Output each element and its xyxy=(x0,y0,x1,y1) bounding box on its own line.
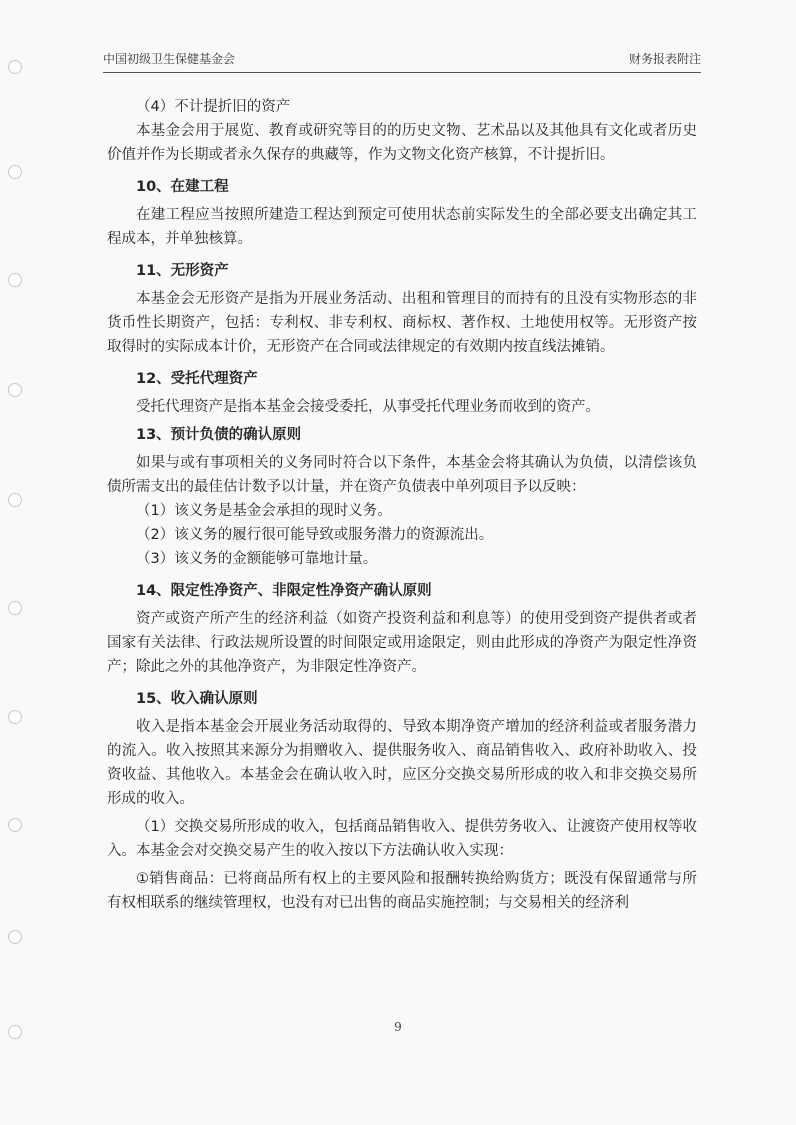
header-organization: 中国初级卫生保健基金会 xyxy=(103,52,236,66)
paragraph: 如果与或有事项相关的义务同时符合以下条件，本基金会将其确认为负债，以清偿该负债所需支出的最佳估计数予以计量，并在资产负债表中单列项目予以反映： xyxy=(107,455,697,495)
punch-hole-icon xyxy=(8,165,22,179)
punch-hole-icon xyxy=(8,273,22,287)
paragraph: 本基金会无形资产是指为开展业务活动、出租和管理目的而持有的且没有实物形态的非货币性长期资产，包括：专利权、非专利权、商标权、著作权、土地使用权等。无形资产按取得时的实际成本计价，无形资产在合同或法律规定的有效期内按直线法摊销。 xyxy=(107,291,697,355)
punch-hole-icon xyxy=(8,930,22,944)
section-heading: 15、收入确认原则 xyxy=(136,691,258,707)
paragraph: 在建工程应当按照所建造工程达到预定可使用状态前实际发生的全部必要支出确定其工程成本，并单独核算。 xyxy=(107,207,697,247)
punch-hole-icon xyxy=(8,710,22,724)
header-section-title: 财务报表附注 xyxy=(628,52,701,66)
list-item: （2）该义务的履行很可能导致或服务潜力的资源流出。 xyxy=(136,527,494,543)
page-number: 9 xyxy=(394,1020,402,1034)
paragraph: 收入是指本基金会开展业务活动取得的、导致本期净资产增加的经济利益或者服务潜力的流入。收入按照其来源分为捐赠收入、提供服务收入、商品销售收入、政府补助收入、投资收益、其他收入。本基金会在确认收入时，应区分交换交易所形成的收入和非交换交易所形成的收入。 xyxy=(107,719,697,807)
paragraph: （1）交换交易所形成的收入，包括商品销售收入、提供劳务收入、让渡资产使用权等收入。本基金会对交换交易产生的收入按以下方法确认收入实现： xyxy=(107,819,697,859)
page-header xyxy=(103,44,701,73)
document-body xyxy=(107,95,697,915)
paragraph: 本基金会用于展览、教育或研究等目的的历史文物、艺术品以及其他具有文化或者历史价值并作为长期或者永久保存的典藏等，作为文物文化资产核算，不计提折旧。 xyxy=(107,123,697,163)
paragraph: 受托代理资产是指本基金会接受委托，从事受托代理业务而收到的资产。 xyxy=(136,399,600,415)
section-heading: 13、预计负债的确认原则 xyxy=(136,427,302,443)
punch-hole-icon xyxy=(8,383,22,397)
section-heading: 14、限定性净资产、非限定性净资产确认原则 xyxy=(136,583,432,599)
paragraph: ①销售商品：已将商品所有权上的主要风险和报酬转换给购货方；既没有保留通常与所有权相联系的继续管理权，也没有对已出售的商品实施控制；与交易相关的经济利 xyxy=(107,871,697,911)
list-item: （1）该义务是基金会承担的现时义务。 xyxy=(136,503,392,519)
section-heading: 11、无形资产 xyxy=(136,263,229,279)
list-item: （4）不计提折旧的资产 xyxy=(136,99,291,115)
punch-hole-icon xyxy=(8,601,22,615)
paragraph: 资产或资产所产生的经济利益（如资产投资利益和利息等）的使用受到资产提供者或者国家有关法律、行政法规所设置的时间限定或用途限定，则由此形成的净资产为限定性净资产；除此之外的其他净资产，为非限定性净资产。 xyxy=(107,611,697,675)
punch-hole-icon xyxy=(8,60,22,74)
list-item: （3）该义务的金额能够可靠地计量。 xyxy=(136,551,378,567)
section-heading: 10、在建工程 xyxy=(136,179,229,195)
punch-hole-icon xyxy=(8,818,22,832)
punch-hole-icon xyxy=(8,493,22,507)
section-heading: 12、受托代理资产 xyxy=(136,371,258,387)
